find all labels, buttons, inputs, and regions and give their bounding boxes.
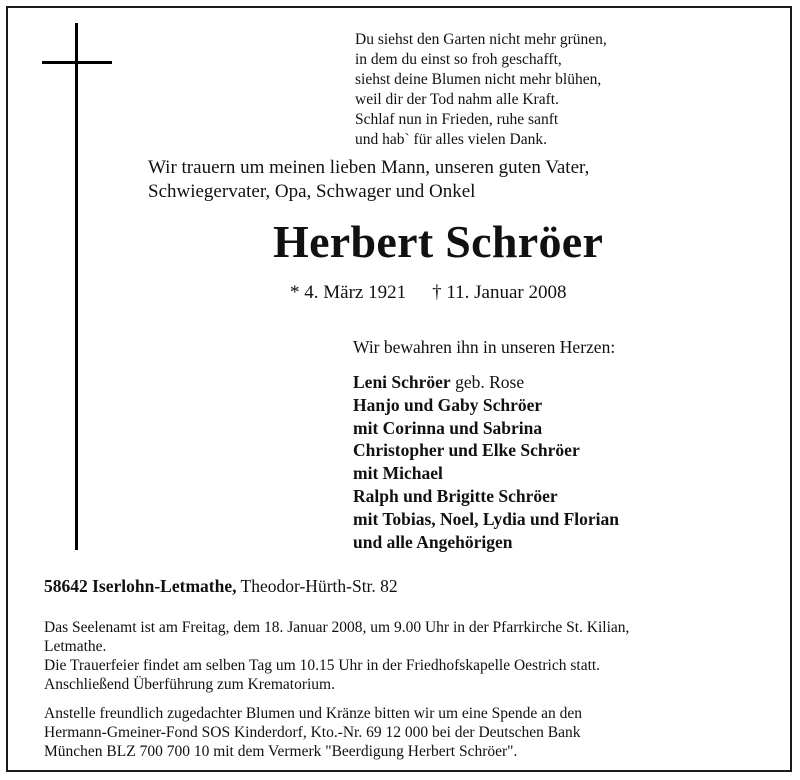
- mourner-line: Ralph und Brigitte Schröer: [353, 485, 558, 506]
- birth-date: * 4. März 1921: [290, 282, 407, 303]
- mourner-line: mit Michael: [353, 463, 443, 484]
- intro-line: Schwiegervater, Opa, Schwager und Onkel: [148, 181, 476, 202]
- intro-text: [148, 156, 708, 204]
- notice-line: Anschließend Überführung zum Krematorium.: [44, 676, 335, 693]
- poem-line: siehst deine Blumen nicht mehr blühen,: [355, 71, 602, 88]
- death-date: † 11. Januar 2008: [432, 282, 567, 303]
- cross-horizontal-bar: [42, 61, 112, 64]
- mourner-line: Hanjo und Gaby Schröer: [353, 394, 543, 415]
- poem-line: und hab` für alles vielen Dank.: [355, 131, 547, 148]
- life-dates: [290, 280, 566, 306]
- address-street: Theodor-Hürth-Str. 82: [236, 576, 398, 596]
- service-notice: [44, 618, 774, 694]
- cross-vertical-bar: [75, 23, 78, 550]
- mourners-list: [353, 371, 619, 553]
- notice-line: München BLZ 700 700 10 mit dem Vermerk "Beerdigung Herbert Schröer".: [44, 743, 518, 760]
- poem-line: in dem du einst so froh geschafft,: [355, 51, 562, 68]
- widow-maiden-name: geb. Rose: [450, 372, 525, 392]
- notice-line: Letmathe.: [44, 638, 107, 655]
- mourner-line: und alle Angehörigen: [353, 531, 513, 552]
- intro-line: Wir trauern um meinen lieben Mann, unseren guten Vater,: [148, 157, 590, 178]
- mourner-line: mit Corinna und Sabrina: [353, 417, 543, 438]
- notice-line: Hermann-Gmeiner-Fond SOS Kinderdorf, Kto.-Nr. 69 12 000 bei der Deutschen Bank: [44, 724, 581, 741]
- mourner-line: [353, 371, 619, 394]
- obituary-frame: [6, 6, 792, 772]
- poem-line: Schlaf nun in Frieden, ruhe sanft: [355, 111, 559, 128]
- donation-notice: [44, 704, 774, 761]
- remembrance-line: Wir bewahren ihn in unseren Herzen:: [353, 337, 616, 357]
- poem: [355, 30, 735, 150]
- mourner-line: mit Tobias, Noel, Lydia und Florian: [353, 508, 619, 529]
- poem-line: Du siehst den Garten nicht mehr grünen,: [355, 31, 607, 48]
- deceased-name: Herbert Schröer: [273, 216, 604, 267]
- widow-name: Leni Schröer: [353, 372, 451, 392]
- notice-line: Das Seelenamt ist am Freitag, dem 18. Januar 2008, um 9.00 Uhr in der Pfarrkirche St. Kilian,: [44, 619, 630, 636]
- address-city: 58642 Iserlohn-Letmathe,: [44, 576, 237, 596]
- poem-line: weil dir der Tod nahm alle Kraft.: [355, 91, 559, 108]
- notice-line: Anstelle freundlich zugedachter Blumen und Kränze bitten wir um eine Spende an den: [44, 705, 583, 722]
- address: [44, 574, 398, 598]
- mourner-line: Christopher und Elke Schröer: [353, 440, 580, 461]
- notice-line: Die Trauerfeier findet am selben Tag um 10.15 Uhr in der Friedhofskapelle Oestrich statt.: [44, 657, 601, 674]
